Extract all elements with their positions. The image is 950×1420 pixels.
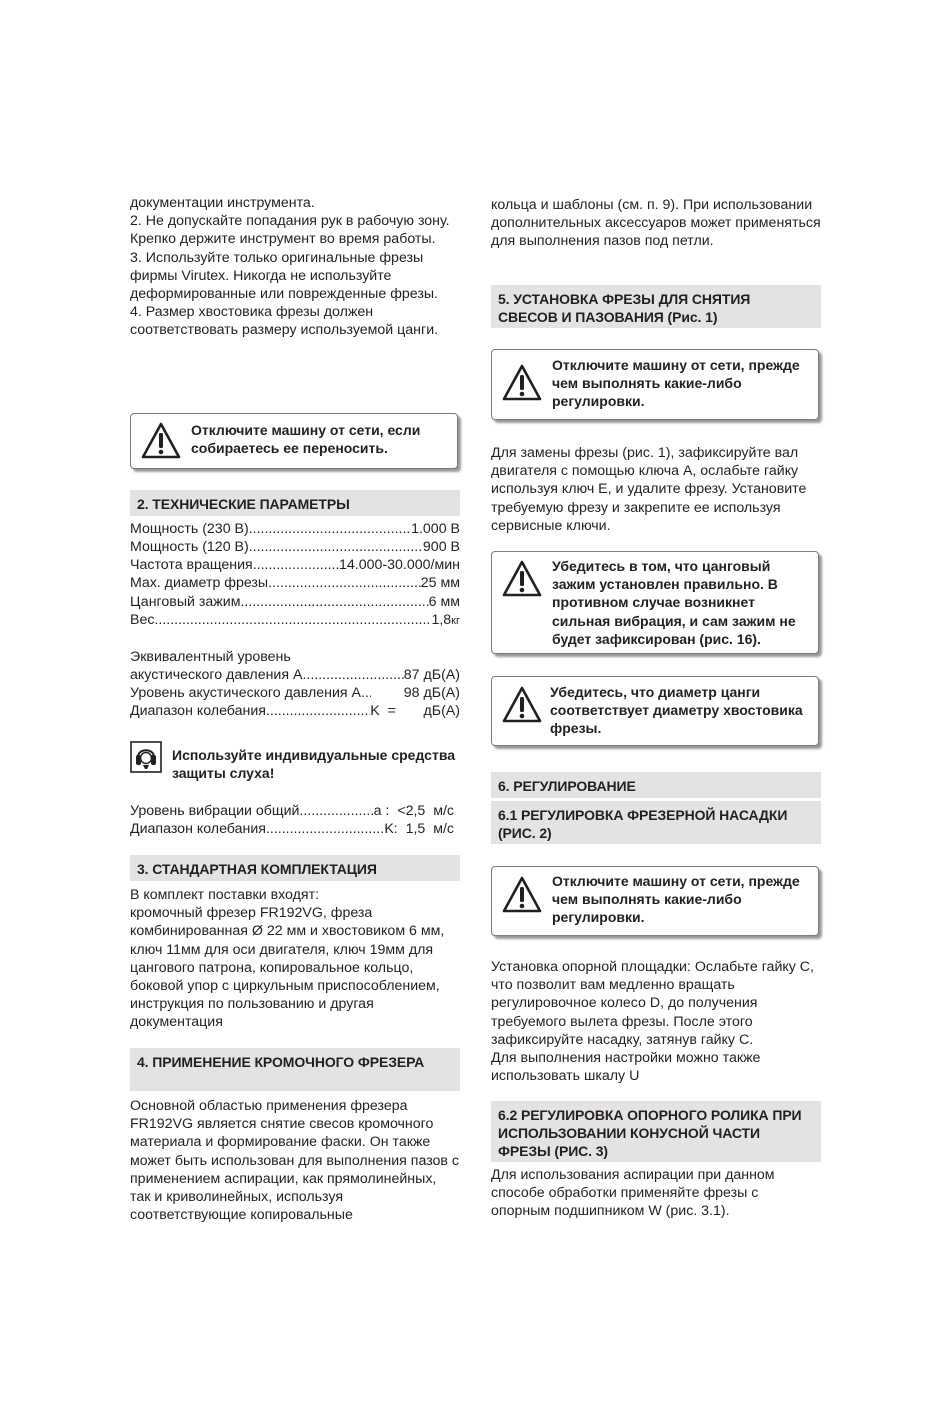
section-heading-adjustment: 6. РЕГУЛИРОВАНИЕ [491, 772, 821, 798]
ear-protection-icon [130, 741, 162, 778]
base-adjustment-paragraph: Установка опорной площадки: Ослабьте гайку C, что позволит вам медленно вращать регулировочное колесо D, до получения требуемого вылета фрезы. После этого зафиксируйте насадку, затянув гайку C. Для выполнения настройки можно также использовать шкалу U [491, 959, 814, 1085]
warning-text: Отключите машину от сети, если собираетесь ее переносить. [191, 422, 421, 457]
warning-triangle-icon [502, 560, 542, 603]
section-heading-bit-installation: 5. УСТАНОВКА ФРЕЗЫ ДЛЯ СНЯТИЯ СВЕСОВ И ПАЗОВАНИЯ (Рис. 1) [491, 285, 821, 328]
spec-row: Мощность (120 В) ..... 900 В [130, 538, 460, 556]
warning-text: Отключите машину от сети, прежде чем выполнять какие-либо регулировки. [552, 357, 800, 410]
warning-triangle-icon [502, 364, 542, 407]
warning-text: Убедитесь в том, что цанговый зажим установлен правильно. В противном случае возникнет сильная вибрация, и сам зажим не будет зафиксирован (рис. 16). [552, 558, 796, 647]
warning-text: Убедитесь, что диаметр цанги соответствует диаметру хвостовика фрезы. [550, 684, 803, 737]
spec-row: Частота вращения ..... 14.000-30.000/мин [130, 556, 460, 574]
spec-row: Max. диаметр фрезы ..... 25 мм [130, 574, 460, 592]
standard-kit-paragraph: В комплект поставки входят: кромочный фрезер FR192VG, фреза комбинированная Ø 22 мм и хвостовиком 6 мм, ключ 11мм для оси двигателя, ключ 19мм для цангового патрона, копировальное кольцо, боковой упор с циркульным приспособлением, инструкция по пользованию и другая документация [130, 887, 445, 1031]
bearing-adjustment-paragraph: Для использования аспирации при данном способе обработки применяйте фрезы с опорным подшипником W (рис. 3.1). [491, 1167, 775, 1220]
warning-box-unplug-transport [130, 413, 458, 469]
spec-row: Вес ..... 1,8 кг [130, 611, 460, 629]
noise-row: акустического давления A ..... 87 дБ(A) [130, 666, 460, 684]
spec-row: Мощность (230 В) ..... 1.000 В [130, 520, 460, 538]
section-heading-router-attachment: 6.1 РЕГУЛИРОВКА ФРЕЗЕРНОЙ НАСАДКИ (РИС. 2) [491, 801, 821, 844]
safety-rules-paragraph: документации инструмента. 2. Не допускайте попадания рук в рабочую зону. Крепко держите инструмент во время работы. 3. Используйте только оригинальные фрезы фирмы Virutex. Никогда не используйте деформированные или поврежденные фрезы. 4. Размер хвостовика фрезы должен соответствовать размеру используемой цанги. [130, 195, 450, 339]
bit-replacement-paragraph: Для замены фрезы (рис. 1), зафиксируйте вал двигателя с помощью ключа A, ослабьте гайку используя ключ E, и удалите фрезу. Установите требуемую фрезу и закрепите ее используя сервисные ключи. [491, 445, 807, 534]
ear-protection-text: Используйте индивидуальные средства защиты слуха! [172, 747, 456, 782]
warning-box-collet-diameter [491, 676, 819, 746]
section-heading-technical-parameters: 2. ТЕХНИЧЕСКИЕ ПАРАМЕТРЫ [130, 490, 460, 516]
warning-triangle-icon [502, 686, 542, 729]
section-heading-application: 4. ПРИМЕНЕНИЕ КРОМОЧНОГО ФРЕЗЕРА [130, 1048, 460, 1091]
warning-box-unplug-adjust-2 [491, 866, 819, 936]
noise-row: Диапазон колебания ..... K = дБ(A) [130, 702, 460, 720]
noise-row: Уровень акустического давления A ..... 98 дБ(A) [130, 684, 460, 702]
section-heading-bearing-adjustment: 6.2 РЕГУЛИРОВКА ОПОРНОГО РОЛИКА ПРИ ИСПОЛЬЗОВАНИИ КОНУСНОЙ ЧАСТИ ФРЕЗЫ (РИС. 3) [491, 1101, 821, 1162]
section-heading-standard-kit: 3. СТАНДАРТНАЯ КОМПЛЕКТАЦИЯ [130, 855, 460, 881]
warning-triangle-icon [502, 876, 542, 919]
warning-box-unplug-adjust [491, 349, 819, 420]
warning-box-collet-installed [491, 551, 819, 654]
warning-text: Отключите машину от сети, прежде чем выполнять какие-либо регулировки. [552, 873, 800, 926]
continued-paragraph: кольца и шаблоны (см. п. 9). При использовании дополнительных аксессуаров может применяться для выполнения пазов под петли. [491, 197, 821, 250]
application-paragraph: Основной областью применения фрезера FR192VG является снятие свесов кромочного материала и формирование фаски. Он также может быть использован для выполнения пазов с применением аспирации, как прямолинейных, так и криволинейных, используя соответствующие копировальные [130, 1098, 460, 1224]
vibration-row: Диапазон колебания ..... K: 1,5 м/с [130, 820, 454, 838]
vibration-row: Уровень вибрации общий ..... a : <2,5 м/с [130, 802, 454, 820]
warning-triangle-icon [141, 422, 181, 465]
spec-row: Цанговый зажим ..... 6 мм [130, 593, 460, 611]
noise-row: Эквивалентный уровень [130, 649, 291, 665]
